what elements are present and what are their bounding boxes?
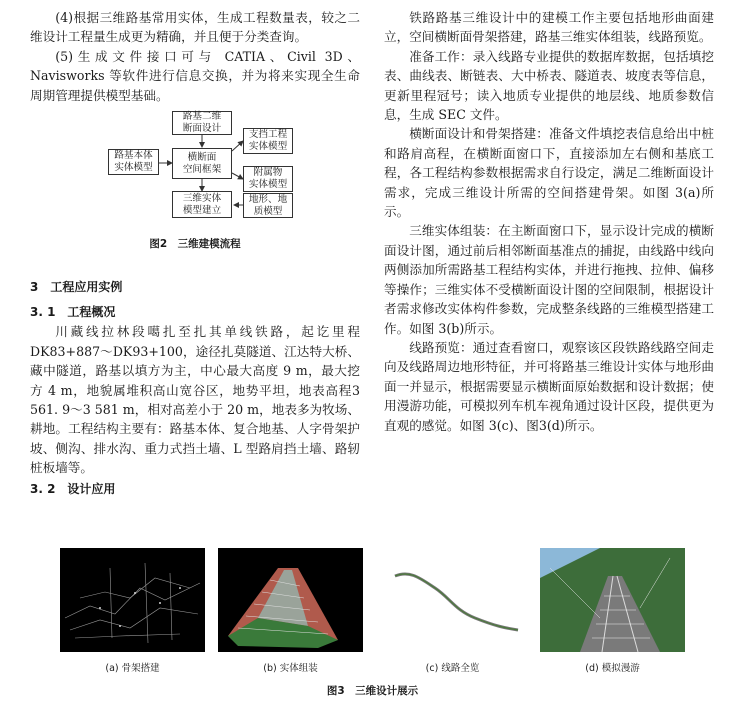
flow-box-accessory-model: 附属物 实体模型 xyxy=(243,166,293,192)
fig3c-image xyxy=(380,548,525,652)
flow-box-terrain-model: 地形、地 质模型 xyxy=(243,193,293,218)
fig3a-image xyxy=(60,548,205,652)
fig3-title: 图3 三维设计展示 xyxy=(326,685,419,697)
section32-title: 3. 2 设计应用 xyxy=(30,481,116,496)
left-column xyxy=(30,8,360,499)
flow-box-3d-model: 三维实体 模型建立 xyxy=(172,191,232,218)
fig3b-caption: (b) 实体组装 xyxy=(263,663,318,674)
right-para-1: 铁路路基三维设计中的建模工作主要包括地形曲面建立，空间横断面骨架搭建，路基三维实体组装，线路预览。 xyxy=(384,10,714,45)
right-column xyxy=(384,8,714,435)
fig2-caption: 图2 三维建模流程 xyxy=(149,238,241,251)
flow-box-frame: 横断面 空间框架 xyxy=(172,148,232,179)
section31-title: 3. 1 工程概况 xyxy=(30,305,116,320)
flowchart xyxy=(30,111,360,231)
flow-box-retaining-model: 支挡工程 实体模型 xyxy=(243,128,293,154)
fig3c-caption: (c) 线路全览 xyxy=(425,663,480,674)
left-para-3: 川藏线拉林段噶扎至扎其单线铁路，起讫里程DK83+887～DK93+100，途径扎莫隧道、江达特大桥、藏中隧道，路基以填方为主，中心最大高度 9 m，最大挖方 4 m，地貌属堆积高山宽谷区，地势平坦，地表高程3 561. 9～3 581 m，相对高差小于 20 m，地表多为牧场、耕地。工程结构主要有：路基本体、复合地基、人字骨架护坡、侧沟、排水沟、重力式挡土墙、L 型路肩挡土墙、路轫桩板墙等。 xyxy=(30,324,360,476)
right-para-5: 线路预览：通过查看窗口，观察该区段铁路线路空间走向及线路周边地形特征，并可将路基三维设计实体与地形曲面一并显示，根据需要显示横断面原始数据和设计数据；使用漫游功能，可模拟列车机车视角通过设计区段，提供更为直观的感觉。如图 3(c)、图3(d)所示。 xyxy=(384,339,714,433)
right-para-2: 准备工作：录入线路专业提供的数据库数据，包括填挖表、曲线表、断链表、大中桥表、隧道表、坡度表等信息，更新里程冠号；读入地质专业提供的地层线、地质参数信息，生成 SEC 文件。 xyxy=(384,48,714,123)
flow-box-body-model: 路基本体 实体模型 xyxy=(108,149,159,175)
left-para-1: (4)根据三维路基常用实体，生成工程数量表，较之二维设计工程量生成更为精确，并且便于分类查询。 xyxy=(30,10,360,45)
flow-box-2d-design: 路基二维 断面设计 xyxy=(172,111,232,135)
right-para-4: 三维实体组装：在主断面窗口下，显示设计完成的横断面设计图，通过前后相邻断面基准点的捕捉，由线路中线向两侧添加所需路基工程结构实体，并进行拖拽、拉伸、偏移等操作；三维实体不受横断面设计图的空间限制，根据设计者需求修改实体构件参数，完成整条线路的三维模型搭建工作。如图 3(b)所示。 xyxy=(384,223,714,336)
fig3a-caption: (a) 骨架搭建 xyxy=(105,663,160,674)
figure3 xyxy=(60,548,700,698)
right-para-3: 横断面设计和骨架搭建：准备文件填挖表信息给出中桩和路肩高程，在横断面窗口下，直接添加左右侧和基底工程，各工程结构参数根据需求自行设定，满足二维断面设计需求，完成三维设计所需的空间搭建骨架。如图 3(a)所示。 xyxy=(384,126,714,220)
section3-title: 3 工程应用实例 xyxy=(30,280,123,295)
fig3b-image xyxy=(218,548,363,652)
fig3d-caption: (d) 模拟漫游 xyxy=(585,663,640,674)
fig3d-image xyxy=(540,548,685,652)
left-para-2: (5)生成文件接口可与 CATIA、Civil 3D、Navisworks 等软件进行信息交换，并为将来实现全生命周期管理提供模型基础。 xyxy=(30,48,360,103)
